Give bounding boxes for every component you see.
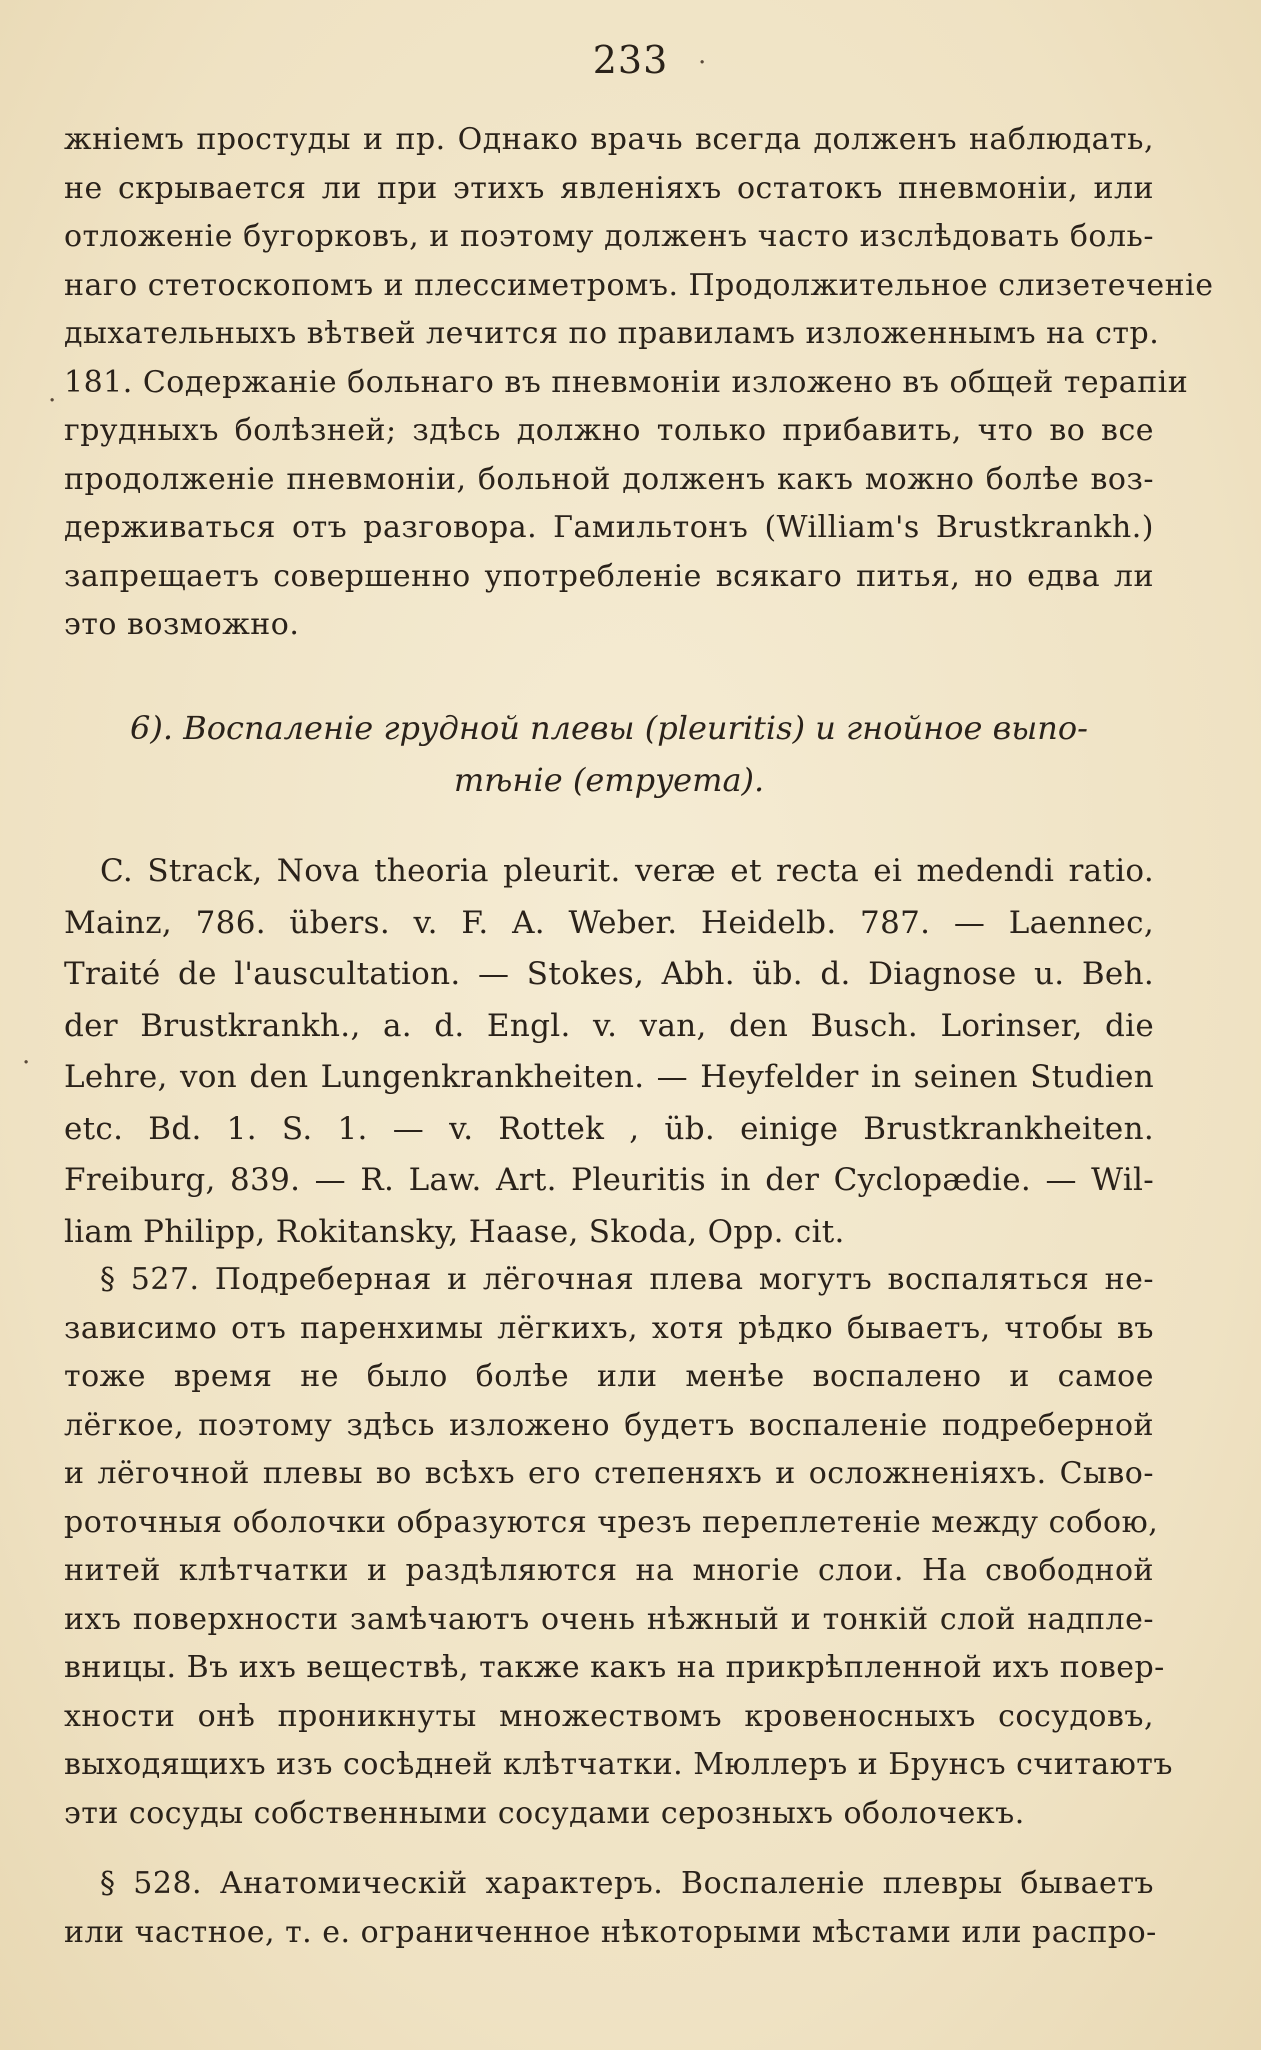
top-paragraph-line: грудныхъ болѣзней; здѣсь должно только прибавить, что во все — [64, 413, 1154, 448]
references-line: etc. Bd. 1. S. 1. — v. Rottek , üb. einige Brustkrankheiten. — [64, 1110, 1154, 1147]
paragraph-527-line: лёгкое, поэтому здѣсь изложено будетъ воспаленiе подреберной — [64, 1407, 1154, 1443]
top-paragraph-line: запрещаетъ совершенно употребленiе всякаго питья, но едва ли — [64, 558, 1154, 594]
page-number: 233 — [592, 38, 669, 82]
paragraph-527-line: вницы. Въ ихъ веществѣ, также какъ на прикрѣпленной ихъ повер- — [64, 1650, 1165, 1685]
paragraph-527-line: эти сосуды собственными сосудами серозныхъ оболочекъ. — [64, 1795, 1025, 1831]
paragraph-527-line: нитей клѣтчатки и раздѣляются на многiе слои. На свободной — [64, 1553, 1154, 1588]
references-line: Mainz, 786. übers. v. F. A. Weber. Heidelb. 787. — Laennec, — [64, 904, 1154, 941]
section-heading-line: тѣнiе (empyema). — [453, 761, 765, 799]
margin-dot: · — [22, 1048, 31, 1078]
references-line: Traité de l'auscultation. — Stokes, Abh. üb. d. Diagnose u. Beh. — [64, 956, 1154, 992]
top-paragraph-line: отложенiе бугорковъ, и поэтому долженъ часто изслѣдовать боль- — [64, 219, 1154, 254]
top-paragraph-line: жнiемъ простуды и пр. Однако врачь всегда долженъ наблюдать, — [64, 122, 1154, 157]
references-line: C. Strack, Nova theoria pleurit. veræ et recta ei medendi ratio. — [100, 853, 1154, 889]
paragraph-528 — [64, 1860, 1157, 1957]
references-line: Lehre, von den Lungenkrankheiten. — Heyfelder in seinen Studien — [64, 1059, 1154, 1095]
paragraph-528-line: или частное, т. е. ограниченное нѣкоторыми мѣстами или распро- — [64, 1914, 1157, 1950]
margin-dot: . — [698, 40, 707, 70]
top-paragraph — [64, 116, 1214, 650]
paragraph-527-line: и лёгочной плевы во всѣхъ его степеняхъ и осложненiяхъ. Сыво- — [64, 1456, 1154, 1491]
paragraph-527-line: ихъ поверхности замѣчаютъ очень нѣжный и тонкiй слой надпле- — [64, 1601, 1154, 1637]
top-paragraph-line: это возможно. — [64, 607, 300, 642]
references-block — [64, 846, 1154, 1258]
top-paragraph-line: держиваться отъ разговора. Гамильтонъ (William's Brustkrankh.) — [64, 510, 1154, 545]
references-line: Freiburg, 839. — R. Law. Art. Pleuritis in der Cyclopædie. — Wil- — [64, 1162, 1154, 1198]
paragraph-527-line: зависимо отъ паренхимы лёгкихъ, хотя рѣдко бываетъ, чтобы въ — [64, 1310, 1154, 1346]
section-heading-line: 6). Воспаленiе грудной плевы (pleuritis) и гнойное выпо- — [130, 709, 1088, 747]
references-line: der Brustkrankh., a. d. Engl. v. van, den Busch. Lorinser, die — [64, 1007, 1154, 1044]
top-paragraph-line: 181. Содержанiе больнаго въ пневмонiи изложено въ общей терапiи — [64, 364, 1189, 400]
top-paragraph-line: продолженiе пневмонiи, больной долженъ какъ можно болѣе воз- — [64, 461, 1154, 497]
references-line: liam Philipp, Rokitansky, Haase, Skoda, Opp. cit. — [64, 1213, 845, 1250]
top-paragraph-line: не скрывается ли при этихъ явленiяхъ остатокъ пневмонiи, или — [64, 170, 1154, 206]
paragraph-527-line: выходящихъ изъ сосѣдней клѣтчатки. Мюллеръ и Брунсъ считаютъ — [64, 1747, 1173, 1782]
top-paragraph-line: наго стетоскопомъ и плессиметромъ. Продолжительное слизетеченiе — [64, 267, 1214, 303]
paragraph-527-line: тоже время не было болѣе или менѣе воспалено и самое — [64, 1359, 1154, 1394]
paragraph-527-line: хности онѣ проникнуты множествомъ кровеносныхъ сосудовъ, — [64, 1698, 1154, 1734]
paragraph-527 — [64, 1256, 1173, 1838]
paragraph-527-line: роточныя оболочки образуются чрезъ переплетенiе между собою, — [64, 1504, 1159, 1540]
paragraph-528-line: § 528. Анатомическiй характеръ. Воспаленiе плевры бываетъ — [100, 1866, 1154, 1901]
margin-dot: . — [48, 378, 57, 408]
paragraph-527-line: § 527. Подреберная и лёгочная плева могутъ воспаляться не- — [100, 1262, 1154, 1297]
top-paragraph-line: дыхательныхъ вѣтвей лечится по правиламъ изложеннымъ на стр. — [64, 316, 1160, 351]
section-heading — [64, 702, 1154, 806]
